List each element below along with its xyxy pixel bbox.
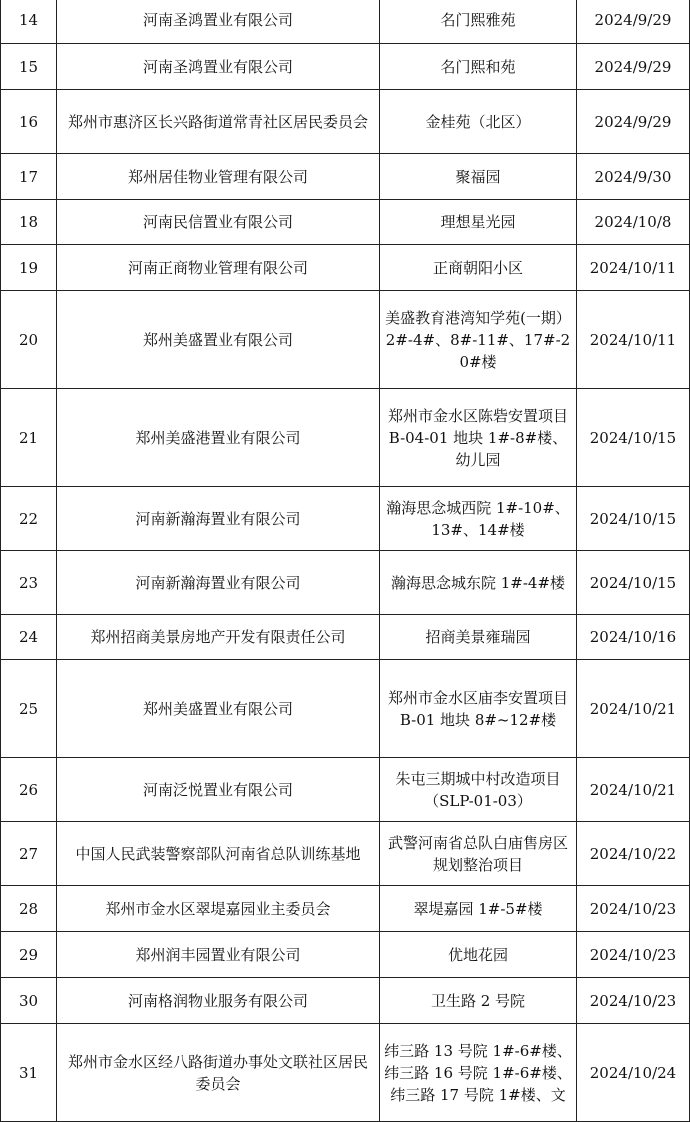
project-name: 招商美景雍瑞园 <box>380 615 577 660</box>
record-date: 2024/10/23 <box>577 886 690 932</box>
company-name: 郑州市惠济区长兴路街道常青社区居民委员会 <box>57 90 380 154</box>
company-name: 河南正商物业管理有限公司 <box>57 245 380 291</box>
company-name: 郑州美盛置业有限公司 <box>57 291 380 389</box>
company-name: 郑州润丰园置业有限公司 <box>57 932 380 978</box>
table-row <box>1 978 690 1024</box>
table-row <box>1 291 690 389</box>
company-name: 河南圣鸿置业有限公司 <box>57 44 380 90</box>
record-date: 2024/10/24 <box>577 1024 690 1122</box>
company-name: 河南新瀚海置业有限公司 <box>57 487 380 551</box>
row-number: 23 <box>1 551 57 615</box>
row-number: 15 <box>1 44 57 90</box>
row-number: 24 <box>1 615 57 660</box>
row-number: 19 <box>1 245 57 291</box>
project-name: 理想星光园 <box>380 200 577 245</box>
table-row <box>1 90 690 154</box>
record-date: 2024/9/29 <box>577 90 690 154</box>
company-name: 河南民信置业有限公司 <box>57 200 380 245</box>
record-date: 2024/10/15 <box>577 389 690 487</box>
row-number: 30 <box>1 978 57 1024</box>
project-name: 优地花园 <box>380 932 577 978</box>
row-number: 26 <box>1 758 57 822</box>
table-row <box>1 0 690 44</box>
table-row <box>1 615 690 660</box>
record-date: 2024/10/15 <box>577 487 690 551</box>
table-row <box>1 886 690 932</box>
row-number: 21 <box>1 389 57 487</box>
project-name: 郑州市金水区庙李安置项目 B-01 地块 8#~12#楼 <box>380 660 577 758</box>
table-row <box>1 154 690 200</box>
project-name: 郑州市金水区陈砦安置项目 B-04-01 地块 1#-8#楼、幼儿园 <box>380 389 577 487</box>
row-number: 17 <box>1 154 57 200</box>
row-number: 29 <box>1 932 57 978</box>
row-number: 31 <box>1 1024 57 1122</box>
table-row <box>1 932 690 978</box>
record-date: 2024/9/29 <box>577 44 690 90</box>
table-row <box>1 44 690 90</box>
company-name: 郑州居佳物业管理有限公司 <box>57 154 380 200</box>
company-name: 郑州市金水区翠堤嘉园业主委员会 <box>57 886 380 932</box>
table-row <box>1 551 690 615</box>
company-name: 河南泛悦置业有限公司 <box>57 758 380 822</box>
company-name: 郑州美盛港置业有限公司 <box>57 389 380 487</box>
row-number: 27 <box>1 822 57 886</box>
row-number: 28 <box>1 886 57 932</box>
project-name: 聚福园 <box>380 154 577 200</box>
company-name: 河南格润物业服务有限公司 <box>57 978 380 1024</box>
company-name: 郑州招商美景房地产开发有限责任公司 <box>57 615 380 660</box>
project-name: 美盛教育港湾知学苑(一期）2#-4#、8#-11#、17#-20#楼 <box>380 291 577 389</box>
record-date: 2024/10/23 <box>577 978 690 1024</box>
table-body <box>1 0 690 1122</box>
company-name: 郑州市金水区经八路街道办事处文联社区居民委员会 <box>57 1024 380 1122</box>
row-number: 16 <box>1 90 57 154</box>
project-name: 正商朝阳小区 <box>380 245 577 291</box>
record-date: 2024/9/29 <box>577 0 690 44</box>
company-name: 河南新瀚海置业有限公司 <box>57 551 380 615</box>
project-name: 纬三路 13 号院 1#-6#楼、纬三路 16 号院 1#-6#楼、纬三路 17 号院 1#楼、文 <box>380 1024 577 1122</box>
company-name: 郑州美盛置业有限公司 <box>57 660 380 758</box>
project-name: 名门熙雅苑 <box>380 0 577 44</box>
record-date: 2024/10/11 <box>577 245 690 291</box>
table-row <box>1 822 690 886</box>
record-date: 2024/10/23 <box>577 932 690 978</box>
project-name: 武警河南省总队白庙售房区规划整治项目 <box>380 822 577 886</box>
project-name: 朱屯三期城中村改造项目（SLP-01-03） <box>380 758 577 822</box>
row-number: 25 <box>1 660 57 758</box>
record-date: 2024/10/21 <box>577 660 690 758</box>
row-number: 18 <box>1 200 57 245</box>
row-number: 22 <box>1 487 57 551</box>
table-row <box>1 389 690 487</box>
project-name: 名门熙和苑 <box>380 44 577 90</box>
project-name: 翠堤嘉园 1#-5#楼 <box>380 886 577 932</box>
record-date: 2024/10/16 <box>577 615 690 660</box>
project-name: 卫生路 2 号院 <box>380 978 577 1024</box>
company-name: 中国人民武装警察部队河南省总队训练基地 <box>57 822 380 886</box>
record-date: 2024/9/30 <box>577 154 690 200</box>
record-date: 2024/10/11 <box>577 291 690 389</box>
project-name: 瀚海思念城西院 1#-10#、13#、14#楼 <box>380 487 577 551</box>
row-number: 14 <box>1 0 57 44</box>
table-row <box>1 245 690 291</box>
record-date: 2024/10/8 <box>577 200 690 245</box>
row-number: 20 <box>1 291 57 389</box>
record-date: 2024/10/22 <box>577 822 690 886</box>
table-row <box>1 660 690 758</box>
project-name: 瀚海思念城东院 1#-4#楼 <box>380 551 577 615</box>
record-date: 2024/10/21 <box>577 758 690 822</box>
table-row <box>1 487 690 551</box>
table-row <box>1 758 690 822</box>
project-name: 金桂苑（北区） <box>380 90 577 154</box>
company-name: 河南圣鸿置业有限公司 <box>57 0 380 44</box>
record-date: 2024/10/15 <box>577 551 690 615</box>
table-row <box>1 200 690 245</box>
table-row <box>1 1024 690 1122</box>
